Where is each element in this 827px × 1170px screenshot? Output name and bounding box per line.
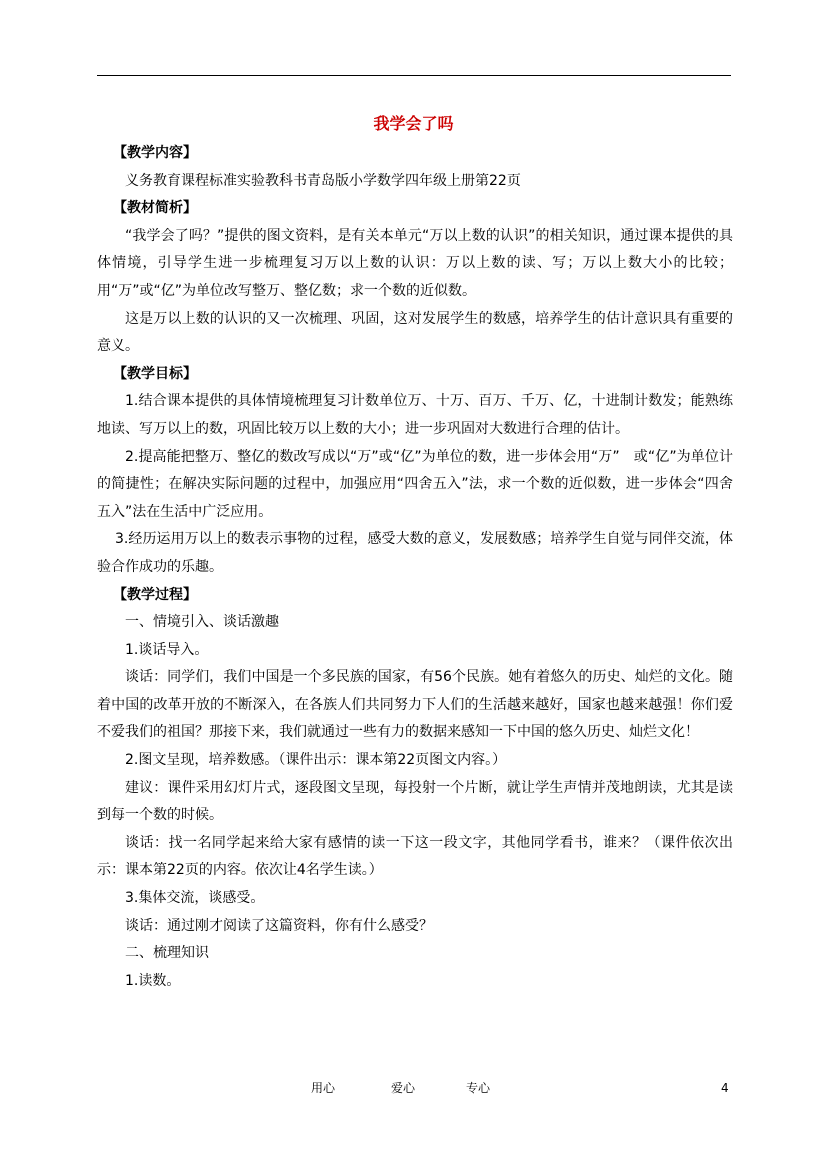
heading-teaching-goals: 【教学目标】 [113,365,197,382]
paragraph-process-10: 1.读数。 [125,972,181,989]
heading-material-analysis: 【教材简析】 [113,200,197,217]
paragraph-process-1: 一、情境引入、谈话激趣 [125,614,279,631]
paragraph-process-2: 1.谈话导入。 [125,641,209,658]
paragraph-process-4: 2.图文呈现，培养数感。（课件出示：课本第22页图文内容。） [125,752,507,769]
document-body [97,140,733,995]
paragraph-process-9: 二、梳理知识 [125,945,209,962]
paragraph-process-8: 谈话：通过刚才阅读了这篇资料，你有什么感受？ [125,917,433,934]
paragraph-goal-3: 3.经历运用万以上的数表示事物的过程，感受大数的意义，发展数感；培养学生自觉与同伴交流，体验合作成功的乐趣。 [97,531,733,575]
paragraph-teaching-content: 义务教育课程标准实验教科书青岛版小学数学四年级上册第22页 [125,172,521,189]
heading-teaching-content: 【教学内容】 [113,145,197,161]
paragraph-goal-1: 1.结合课本提供的具体情境梳理复习计数单位万、十万、百万、千万、亿，十进制计数发；能熟练地读、写万以上的数，巩固比较万以上数的大小；进一步巩固对大数进行合理的估计。 [97,393,733,437]
paragraph-goal-2: 2.提高能把整万、整亿的数改写成以“万”或“亿”为单位的数，进一步体会用“万” 或“亿”为单位计的简捷性；在解决实际问题的过程中，加强应用“四舍五入”法，求一个数的近似数，进一步体会“四舍五入”法在生活中广泛应用。 [97,448,733,520]
footer-item-1: 用心 [311,1081,336,1095]
page-title: 我学会了吗 [373,114,454,133]
header-rule [97,75,731,76]
paragraph-process-3: 谈话：同学们，我们中国是一个多民族的国家，有56个民族。她有着悠久的历史、灿烂的文化。随着中国的改革开放的不断深入，在各族人们共同努力下人们的生活越来越好，国家也越来越强！你们爱不爱我们的祖国？那接下来，我们就通过一些有力的数据来感知一下中国的悠久历史、灿烂文化！ [97,669,733,741]
footer-item-3: 专心 [466,1081,491,1095]
paragraph-material-analysis-2: 这是万以上数的认识的又一次梳理、巩固，这对发展学生的数感，培养学生的估计意识具有重要的意义。 [97,310,733,355]
paragraph-process-5: 建议：课件采用幻灯片式，逐段图文呈现，每投射一个片断，就让学生声情并茂地朗读，尤其是读到每一个数的时候。 [97,779,733,824]
paragraph-process-7: 3.集体交流，谈感受。 [125,890,265,907]
footer-item-2: 爱心 [391,1081,416,1095]
paragraph-process-6: 谈话：找一名同学起来给大家有感情的读一下这一段文字，其他同学看书，谁来？（课件依次出示：课本第22页的内容。依次让4名学生读。） [97,834,733,879]
page-footer [0,1078,827,1098]
page-number: 4 [721,1081,729,1095]
paragraph-material-analysis-1: “我学会了吗？”提供的图文资料，是有关本单元“万以上数的认识”的相关知识，通过课本提供的具体情境，引导学生进一步梳理复习万以上数的认识：万以上数的读、写；万以上数大小的比较；用“万”或“亿”为单位改写整万、整亿数；求一个数的近似数。 [97,227,733,299]
heading-teaching-process: 【教学过程】 [113,586,197,603]
